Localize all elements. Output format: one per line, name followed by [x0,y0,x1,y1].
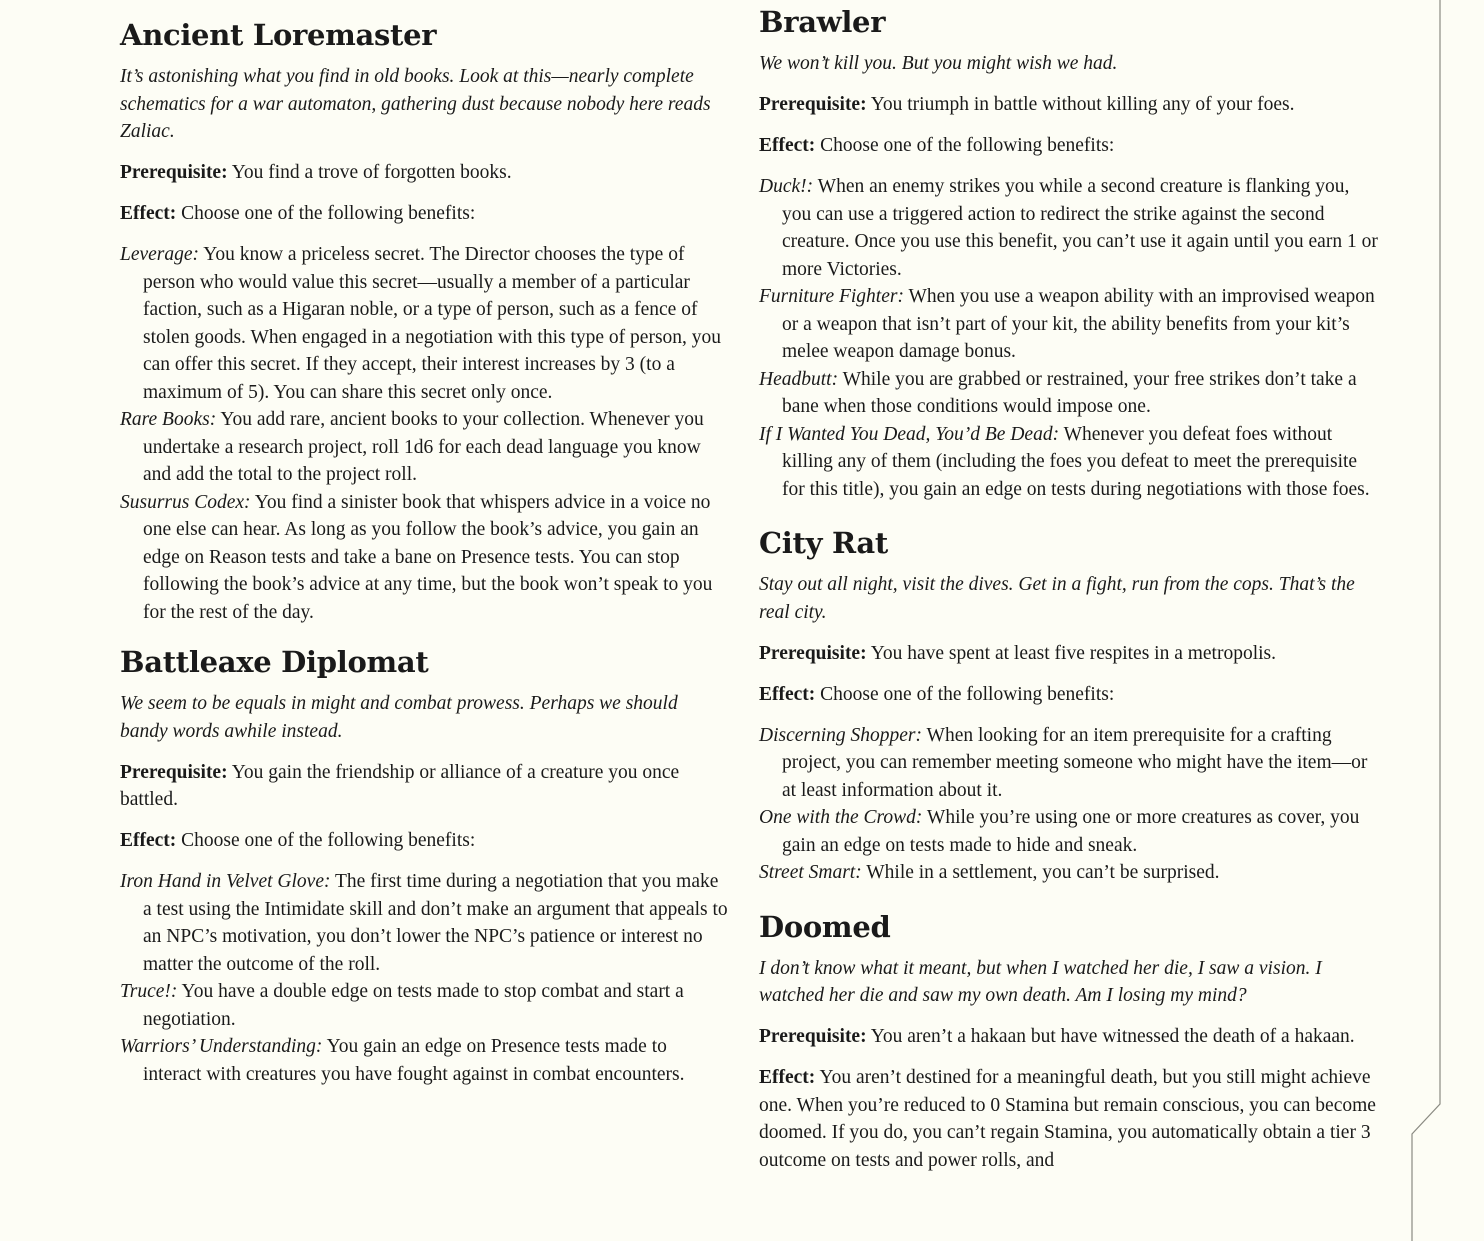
effect-label: Effect: [759,1067,816,1088]
effect-text: Choose one of the following benefits: [815,683,1115,705]
benefit-text: While in a settlement, you can’t be surprised. [861,862,1220,883]
effect [759,681,1379,709]
prerequisite-label: Prerequisite: [759,642,867,664]
prerequisite [120,759,730,814]
left-column [120,0,730,1102]
flavor-text: Stay out all night, visit the dives. Get in a fight, run from the cops. That’s the real city. [759,574,1355,623]
benefit-name: Rare Books: [120,409,217,430]
section-city-rat [759,525,1379,887]
benefit-list [759,722,1379,887]
prerequisite [759,640,1379,668]
benefit-item [759,859,1379,887]
benefit-name: Iron Hand in Velvet Glove: [120,871,331,892]
effect [759,132,1379,160]
prerequisite-text: You gain the friendship or alliance of a creature you once battled. [120,761,680,810]
benefit-name: Furniture Fighter: [759,286,904,307]
section-title: City Rat [759,526,888,560]
flavor-text: We seem to be equals in might and combat prowess. Perhaps we should bandy words awhile instead. [120,693,678,742]
benefit-item [759,804,1379,859]
benefit-name: Street Smart: [759,862,862,883]
benefit-list [120,868,730,1088]
prerequisite-text: You triumph in battle without killing any of your foes. [866,94,1295,115]
benefit-list [120,241,730,626]
flavor-text: We won’t kill you. But you might wish we had. [759,53,1118,74]
effect-text: You aren’t destined for a meaningful death, but you still might achieve one. When you’re reduced to 0 Stamina but remain conscious, you can become doomed. If you do, you can’t regain Stamina, you automatically obtain a tier 3 outcome on tests and power rolls, and [759,1067,1376,1171]
effect [120,827,730,855]
page-edge-decoration [1404,0,1484,1241]
benefit-name: Leverage: [120,244,200,265]
benefit-name: Warriors’ Understanding: [120,1036,323,1057]
benefit-text: You find a sinister book that whispers advice in a voice no one else can hear. As long as you follow the book’s advice, you gain an edge on Reason tests and take a bane on Presence tests. You can stop following the book’s advice at any time, but the book won’t speak to you for the rest of the day. [143,491,713,623]
benefit-name: Susurrus Codex: [120,491,251,513]
section-title: Ancient Loremaster [120,18,437,52]
effect [120,200,730,228]
benefit-list [759,173,1379,503]
benefit-name: Duck!: [759,176,814,197]
section-ancient-loremaster [120,17,730,626]
section-battleaxe-diplomat [120,644,730,1088]
benefit-text: You know a priceless secret. The Director chooses the type of person who would value this secret—usually a member of a particular faction, such as a Higaran noble, or a type of person, such as a fence of stolen goods. When engaged in a negotiation with this type of person, you can offer this secret. If they accept, their interest increases by 3 (to a maximum of 5). You can share this secret only once. [143,244,722,403]
benefit-text: You gain an edge on Presence tests made to interact with creatures you have fought against in combat encounters. [143,1036,685,1085]
prerequisite-label: Prerequisite: [120,162,228,183]
prerequisite [120,159,730,187]
benefit-item [120,868,730,978]
benefit-item [759,173,1379,283]
benefit-text: Whenever you defeat foes without killing any of them (including the foes you defeat to meet the prerequisite for this title), you gain an edge on tests during negotiations with those foes. [782,423,1370,500]
prerequisite [759,91,1379,119]
benefit-item [759,722,1379,805]
benefit-name: Headbutt: [759,368,839,390]
benefit-item [759,366,1379,421]
benefit-name: Discerning Shopper: [759,724,923,746]
benefit-text: When an enemy strikes you while a second creature is flanking you, you can use a triggered action to redirect the strike against the second creature. Once you use this benefit, you can’t use it again until you earn 1 or more Victories. [782,176,1378,280]
flavor-text: I don’t know what it meant, but when I watched her die, I saw a vision. I watched her die and saw my own death. Am I losing my mind? [759,957,1322,1006]
prerequisite-label: Prerequisite: [759,94,867,115]
benefit-item [120,978,730,1033]
benefit-text: The first time during a negotiation that you make a test using the Intimidate skill and don’t make an argument that appeals to an NPC’s motivation, you don’t lower the NPC’s patience or interest no matter the outcome of the roll. [143,871,728,975]
benefit-text: You add rare, ancient books to your collection. Whenever you undertake a research project, roll 1d6 for each dead language you know and add the total to the project roll. [143,409,704,485]
section-doomed [759,909,1379,1175]
effect-label: Effect: [759,683,816,705]
section-brawler [759,4,1379,503]
section-title: Brawler [759,5,886,39]
benefit-name: If I Wanted You Dead, You’d Be Dead: [759,423,1060,445]
benefit-name: One with the Crowd: [759,807,923,828]
effect-text: Choose one of the following benefits: [815,135,1115,156]
prerequisite-text: You find a trove of forgotten books. [227,162,512,183]
benefit-item [120,241,730,406]
benefit-item [120,1033,730,1088]
benefit-item [759,421,1379,504]
effect-label: Effect: [120,830,177,851]
effect-label: Effect: [120,203,177,224]
section-title: Doomed [759,909,891,944]
right-column [759,0,1379,1188]
prerequisite [759,1023,1379,1051]
benefit-item [759,283,1379,366]
prerequisite-label: Prerequisite: [759,1026,867,1047]
effect-text: Choose one of the following benefits: [176,203,476,224]
benefit-item [120,406,730,489]
benefit-item [120,489,730,627]
flavor-text: It’s astonishing what you find in old books. Look at this—nearly complete schematics for a war automaton, gathering dust because nobody here reads Zaliac. [120,66,711,142]
effect [759,1064,1379,1174]
benefit-text: When looking for an item prerequisite for a crafting project, you can remember meeting someone who might have the item—or at least information about it. [782,724,1368,801]
prerequisite-label: Prerequisite: [120,761,228,783]
benefit-text: While you’re using one or more creatures as cover, you gain an edge on tests made to hide and sneak. [782,807,1360,856]
effect-label: Effect: [759,135,816,156]
section-title: Battleaxe Diplomat [120,645,429,679]
benefit-text: While you are grabbed or restrained, your free strikes don’t take a bane when those conditions would impose one. [782,368,1357,417]
benefit-text: You have a double edge on tests made to stop combat and start a negotiation. [143,981,684,1030]
benefit-name: Truce!: [120,981,178,1002]
prerequisite-text: You have spent at least five respites in a metropolis. [866,642,1277,664]
prerequisite-text: You aren’t a hakaan but have witnessed the death of a hakaan. [866,1026,1355,1047]
effect-text: Choose one of the following benefits: [176,830,476,851]
benefit-text: When you use a weapon ability with an improvised weapon or a weapon that isn’t part of your kit, the ability benefits from your kit’s melee weapon damage bonus. [782,286,1375,362]
